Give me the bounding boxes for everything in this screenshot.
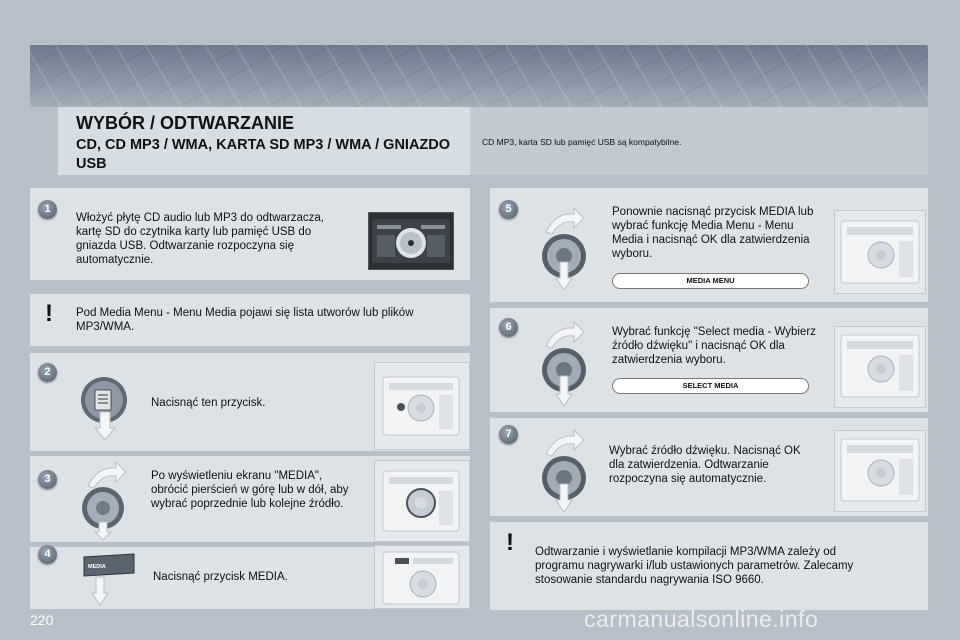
step-1-text: Włożyć płytę CD audio lub MP3 do odtwarzacza, kartę SD do czytnika karty lub pamięć USB do gniazda USB. Odtwarzanie rozpoczyna się automatycznie. — [76, 212, 324, 266]
rotate-ring-icon — [76, 456, 136, 540]
step-4-radio-diagram — [374, 545, 470, 609]
media-button-label: MEDIA — [88, 564, 106, 570]
warning-right-text: Odtwarzanie i wyświetlanie kompilacji MP3/WMA zależy od programu nagrywarki i/lub ustawionych parametrów. Zalecamy stosowanie standardu nagrywania ISO 9660. — [535, 546, 854, 586]
warning-icon: ! — [45, 300, 53, 327]
step-2-text: Nacisnąć ten przycisk. — [151, 397, 266, 409]
step-4-text: Nacisnąć przycisk MEDIA. — [153, 571, 288, 583]
media-button-icon — [76, 551, 138, 605]
select-media-label: SELECT MEDIA — [612, 378, 809, 394]
page-subtitle: CD, CD MP3 / WMA, KARTA SD MP3 / WMA / GNIAZDO USB — [76, 137, 451, 172]
step-7-knob-icon — [536, 426, 596, 512]
compatibility-note: CD MP3, karta SD lub pamięć USB są kompatybilne. — [482, 137, 682, 147]
page-title: WYBÓR / ODTWARZANIE — [76, 113, 294, 133]
step-3-badge: 3 — [38, 470, 57, 489]
header-banner — [30, 45, 928, 107]
warning-left-text: Pod Media Menu - Menu Media pojawi się lista utworów lub plików MP3/WMA. — [76, 307, 414, 333]
watermark: carmanualsonline.info — [584, 606, 819, 632]
step-4-badge: 4 — [38, 545, 57, 564]
step-2-badge: 2 — [38, 363, 57, 382]
step-6-text: Wybrać funkcję "Select media - Wybierz źródło dźwięku" i nacisnąć OK dla zatwierdzenia wyboru. — [612, 326, 816, 366]
media-menu-label: MEDIA MENU — [612, 273, 809, 289]
step-5-text: Ponownie nacisnąć przycisk MEDIA lub wybrać funkcję Media Menu - Menu Media i nacisnąć OK dla zatwierdzenia wyboru. — [612, 206, 814, 260]
step-1-badge: 1 — [38, 200, 57, 219]
step-7-text: Wybrać źródło dźwięku. Nacisnąć OK dla zatwierdzenia. Odtwarzanie rozpoczyna się automatycznie. — [609, 445, 801, 485]
step-6-badge: 6 — [499, 318, 518, 337]
step-2-radio-diagram — [374, 362, 470, 450]
step-3-text: Po wyświetleniu ekranu "MEDIA", obrócić pierścień w górę lub w dół, aby wybrać poprzednie lub kolejne źródło. — [151, 470, 349, 510]
step-6-radio-diagram — [834, 326, 926, 408]
step-5-knob-icon — [536, 204, 596, 290]
step-7-badge: 7 — [499, 425, 518, 444]
step-3-radio-diagram — [374, 460, 470, 542]
warning-icon: ! — [506, 529, 514, 556]
media-menu-button-icon — [76, 370, 136, 442]
cd-player-photo — [368, 212, 454, 270]
cd-player-icon — [369, 213, 453, 269]
step-6-knob-icon — [536, 318, 596, 406]
step-7-radio-diagram — [834, 430, 926, 512]
step-5-radio-diagram — [834, 210, 926, 294]
page-number: 220 — [30, 612, 54, 628]
step-5-badge: 5 — [499, 200, 518, 219]
